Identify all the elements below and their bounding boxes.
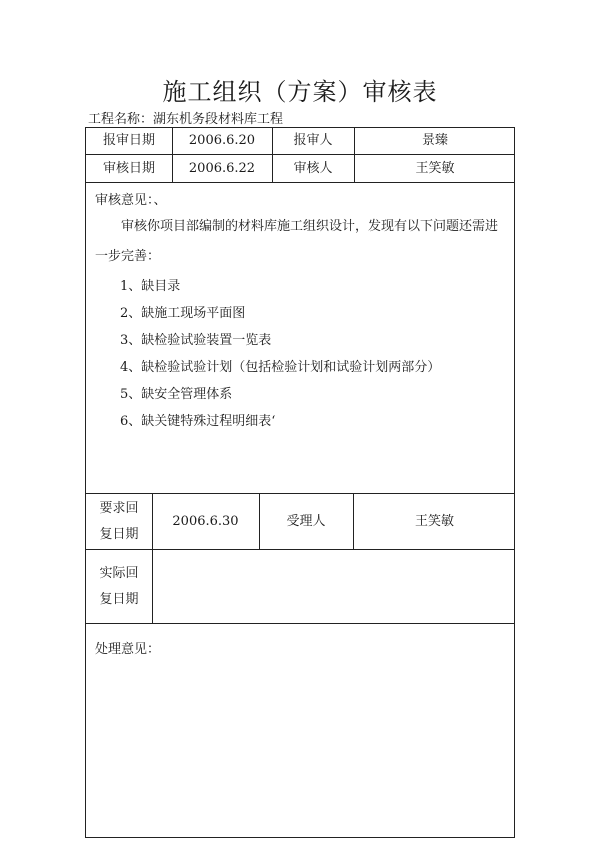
row-divider xyxy=(86,182,514,183)
review-item: 3、缺检验试验装置一览表 xyxy=(120,333,272,348)
submitter-label: 报审人 xyxy=(293,133,333,148)
review-date-label: 审核日期 xyxy=(102,160,155,176)
required-reply-label-line2: 复日期 xyxy=(99,526,139,542)
actual-reply-date-label xyxy=(86,550,152,623)
project-name: 工程名称：湖东机务段材料库工程 xyxy=(88,112,284,127)
review-date-value: 2006.6.22 xyxy=(188,160,256,176)
actual-reply-label-line2: 复日期 xyxy=(99,591,139,607)
required-reply-label-line1: 要求回 xyxy=(99,500,139,516)
actual-reply-label-line1: 实际回 xyxy=(99,565,139,581)
review-item: 5、缺安全管理体系 xyxy=(120,387,233,402)
submit-date-value: 2006.6.20 xyxy=(188,133,256,148)
review-opinion-intro: 审核你项目部编制的材料库施工组织设计，发现有以下问题还需进一步完善： xyxy=(95,219,499,264)
handler-value: 王笑敏 xyxy=(414,513,454,529)
reviewer-value: 王笑敏 xyxy=(415,160,455,176)
review-item: 4、缺检验试验计划（包括检验计划和试验计划两部分） xyxy=(120,360,441,375)
review-item: 6、缺关键特殊过程明细表‘ xyxy=(120,414,276,429)
handling-opinion-label: 处理意见： xyxy=(95,642,161,657)
review-form-table xyxy=(85,127,515,838)
review-item: 2、缺施工现场平面图 xyxy=(120,306,246,321)
actual-reply-date-value xyxy=(153,550,516,623)
required-reply-date-label xyxy=(86,494,152,549)
page-title: 施工组织（方案）审核表 xyxy=(162,78,438,106)
review-item: 1、缺目录 xyxy=(120,279,181,294)
submitter-value: 景臻 xyxy=(421,133,448,148)
row-divider xyxy=(86,623,514,624)
review-opinion-label: 审核意见：、 xyxy=(95,193,167,208)
submit-date-label: 报审日期 xyxy=(102,133,155,148)
reviewer-label: 审核人 xyxy=(293,160,333,176)
required-reply-date-value: 2006.6.30 xyxy=(172,513,239,529)
handler-label: 受理人 xyxy=(286,513,326,529)
